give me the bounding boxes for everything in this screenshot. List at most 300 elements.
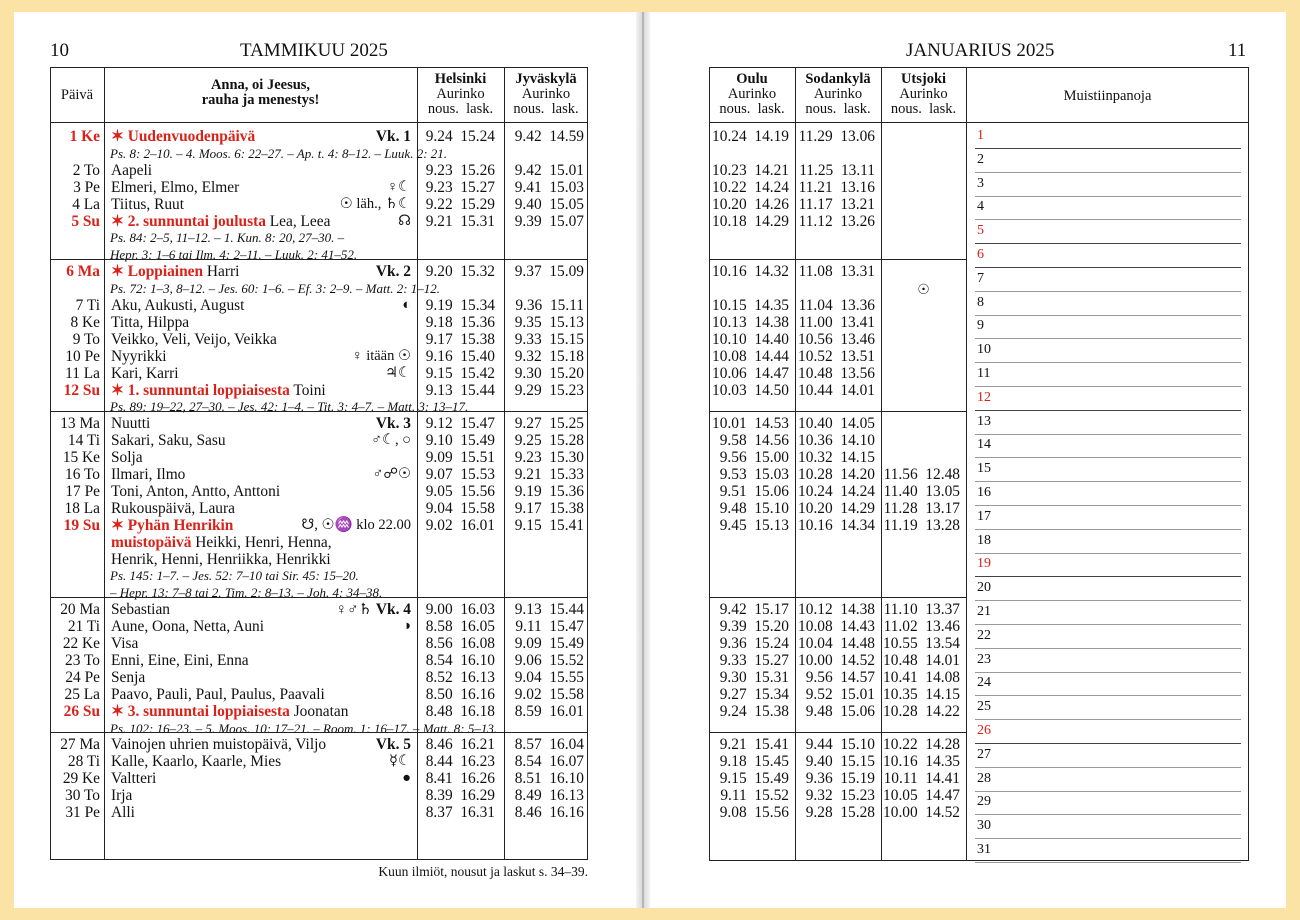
names: Vainojen uhrien muistopäivä, Viljo (111, 736, 327, 754)
day-date: 30 To (65, 787, 100, 805)
oulu-times: 9.45 15.13 (719, 516, 789, 534)
utsjoki-times: 10.22 14.28 (883, 736, 960, 754)
name-day (111, 382, 326, 399)
oulu-times: 10.24 14.19 (712, 128, 789, 145)
helsinki-times: 9.13 15.44 (425, 381, 495, 399)
table-row (14, 551, 614, 568)
sodankyla-times: 10.48 13.56 (798, 364, 875, 382)
oulu-times: 9.33 15.27 (719, 651, 789, 669)
names: Lea, Leea (265, 212, 331, 230)
name-day (111, 517, 233, 534)
jyvaskyla-times: 9.21 15.33 (514, 466, 584, 483)
day-date: 31 Pe (65, 804, 100, 821)
holiday-label: ✶ Loppiainen (111, 263, 204, 281)
table-row (14, 213, 614, 230)
sodankyla-times: 10.56 13.46 (798, 330, 875, 348)
sodankyla-times: 11.17 13.21 (798, 195, 875, 213)
note-day-number: 28 (977, 770, 991, 786)
jyvaskyla-times: 9.11 15.47 (515, 618, 584, 636)
note-line[interactable] (975, 219, 1241, 244)
right-page (650, 12, 1286, 908)
table-row (14, 601, 614, 618)
note-line[interactable] (975, 481, 1241, 506)
name-day (111, 787, 132, 804)
sodankyla-times: 11.21 13.16 (798, 178, 875, 196)
astro-symbols: ♂☍☉ (372, 466, 411, 482)
table-row (14, 415, 614, 432)
name-day (111, 770, 156, 787)
note-day-number: 21 (977, 604, 991, 619)
sodankyla-times: 10.36 14.10 (798, 432, 875, 450)
astro-symbols: ☊ (398, 212, 411, 229)
astro-symbols: Vk. 1 (375, 128, 411, 145)
week-divider (50, 732, 588, 733)
names: Aune, Oona, Netta, Auni (111, 618, 265, 636)
note-line[interactable] (975, 838, 1241, 863)
day-date: 1 Ke (69, 128, 100, 145)
note-day-number: 12 (977, 389, 991, 405)
oulu-times: 9.58 14.56 (719, 432, 789, 450)
utsjoki-times (881, 213, 960, 230)
day-date: 29 Ke (62, 770, 100, 788)
jyvaskyla-times: 9.42 14.59 (514, 128, 584, 145)
oulu-times: 9.08 15.56 (719, 804, 789, 821)
name-day (111, 736, 326, 753)
oulu-times: 10.13 14.38 (712, 313, 789, 331)
note-day-number: 15 (977, 461, 991, 477)
table-row (14, 331, 614, 348)
names: Irja (111, 787, 133, 805)
utsjoki-times (881, 348, 960, 365)
note-day-number: 6 (977, 247, 984, 262)
oulu-times: 9.48 15.10 (719, 499, 789, 517)
helsinki-times: 8.52 16.13 (425, 668, 495, 686)
note-day-number: 14 (977, 437, 991, 453)
bible-readings: Ps. 8: 2–10. – 4. Moos. 6: 22–27. – Ap. t. 4: 8–12. – Luuk. 2: 21. (110, 145, 448, 161)
note-day-number: 4 (977, 199, 984, 215)
names: Kalle, Kaarlo, Kaarle, Mies (111, 753, 282, 771)
note-line[interactable] (975, 695, 1241, 720)
helsinki-times: 9.15 15.42 (425, 364, 495, 382)
day-date: 26 Su (63, 702, 100, 720)
note-line[interactable] (975, 124, 1241, 149)
name-day (111, 601, 170, 618)
table-row (14, 686, 614, 703)
oulu-times: 10.10 14.40 (712, 330, 789, 348)
column-header-jyvaskyla: Jyväskylä (515, 71, 577, 87)
utsjoki-times (881, 179, 960, 196)
table-row (14, 382, 614, 399)
astro-symbols: ◑ (402, 618, 411, 635)
bible-readings: – Hepr. 13: 7–8 tai 2. Tim. 2: 8–13. – Joh. 4: 34–38. (110, 585, 383, 601)
name-day (111, 483, 280, 500)
utsjoki-times: 11.02 13.46 (883, 618, 960, 636)
name-day (111, 331, 277, 348)
helsinki-times: 9.07 15.53 (425, 466, 495, 483)
note-line[interactable] (975, 362, 1241, 387)
helsinki-times: 8.56 16.08 (425, 635, 495, 652)
sodankyla-times: 9.56 14.57 (805, 668, 875, 686)
astro-symbols: ☿☾ (389, 753, 411, 770)
helsinki-times: 9.17 15.38 (425, 330, 495, 348)
note-day-number: 13 (977, 413, 991, 429)
utsjoki-times: 10.41 14.08 (883, 668, 960, 686)
note-line[interactable] (975, 172, 1241, 197)
note-line[interactable] (975, 624, 1241, 649)
jyvaskyla-times: 9.37 15.09 (514, 263, 584, 281)
jyvaskyla-times: 9.33 15.15 (514, 330, 584, 348)
names: Visa (111, 635, 139, 652)
astro-symbols: Vk. 3 (375, 415, 411, 433)
holiday-label: ✶ 3. sunnuntai loppiaisesta (111, 702, 290, 720)
sodankyla-times: 10.40 14.05 (798, 415, 875, 433)
table-row (14, 466, 614, 483)
name-day (111, 128, 255, 145)
day-date: 2 To (72, 161, 100, 179)
note-day-number: 10 (977, 342, 991, 358)
page-title: TAMMIKUU 2025 (240, 40, 388, 61)
note-day-number: 23 (977, 651, 991, 667)
utsjoki-times: 11.19 13.28 (883, 516, 960, 534)
note-day-number: 17 (977, 508, 991, 524)
left-page (14, 12, 636, 908)
oulu-times: 10.03 14.50 (712, 381, 789, 399)
utsjoki-times (881, 382, 960, 399)
day-date: 13 Ma (60, 415, 100, 433)
day-date: 16 To (65, 466, 100, 483)
note-day-number: 3 (977, 175, 984, 191)
day-date: 8 Ke (70, 313, 100, 331)
sodankyla-times: 10.52 13.51 (798, 347, 875, 365)
sodankyla-times: 11.04 13.36 (798, 297, 875, 314)
day-date: 11 La (65, 364, 100, 382)
utsjoki-times (881, 331, 960, 348)
table-row (14, 534, 614, 551)
helsinki-times: 9.02 16.01 (425, 516, 495, 534)
name-day (111, 432, 226, 449)
oulu-times: 9.24 15.38 (719, 702, 789, 720)
week-divider (709, 259, 966, 260)
note-line[interactable] (975, 410, 1241, 435)
day-date: 7 Ti (75, 297, 100, 314)
names: Rukouspäivä, Laura (111, 499, 235, 517)
name-day (111, 162, 152, 179)
utsjoki-times: 11.56 12.48 (883, 466, 960, 483)
table-row (14, 652, 614, 669)
sodankyla-times: 9.40 15.15 (805, 753, 875, 771)
sodankyla-times: 10.12 14.38 (798, 601, 875, 619)
sodankyla-times: 10.44 14.01 (798, 381, 875, 399)
note-line[interactable] (975, 291, 1241, 316)
day-date: 18 La (64, 499, 100, 517)
sodankyla-times: 10.28 14.20 (798, 466, 875, 483)
utsjoki-times: 10.28 14.22 (883, 702, 960, 720)
jyvaskyla-times: 9.36 15.11 (515, 297, 584, 314)
day-date: 23 To (65, 651, 100, 669)
sun-label: Aurinko (813, 86, 863, 102)
jyvaskyla-times: 9.30 15.20 (514, 364, 584, 382)
day-date: 28 Ti (67, 753, 100, 771)
sun-label: Aurinko (899, 86, 948, 102)
rise-set-label: nous. lask. (427, 101, 494, 117)
note-day-number: 19 (977, 556, 991, 572)
sodankyla-times: 11.12 13.26 (798, 212, 875, 230)
note-day-number: 31 (977, 842, 991, 857)
note-line[interactable] (975, 529, 1241, 554)
jyvaskyla-times: 8.59 16.01 (514, 702, 584, 720)
utsjoki-times: 10.11 14.41 (883, 770, 960, 788)
note-line[interactable] (975, 505, 1241, 530)
name-day (111, 534, 332, 551)
note-line[interactable] (975, 148, 1241, 173)
names: Sakari, Saku, Sasu (111, 432, 226, 450)
sodankyla-times: 10.00 14.52 (798, 651, 875, 669)
names: Harri (203, 263, 240, 281)
note-day-number: 8 (977, 294, 984, 310)
name-day (111, 500, 235, 517)
sodankyla-times: 11.29 13.06 (798, 128, 875, 145)
jyvaskyla-times: 8.54 16.07 (514, 753, 584, 771)
names: Nuutti (111, 415, 151, 433)
oulu-times: 10.08 14.44 (712, 347, 789, 365)
note-line[interactable] (975, 552, 1241, 577)
sodankyla-times: 10.20 14.29 (798, 499, 875, 517)
oulu-times: 9.11 15.52 (720, 787, 789, 805)
utsjoki-times: 10.00 14.52 (883, 804, 960, 821)
name-day (111, 669, 145, 686)
oulu-times: 10.23 14.21 (712, 161, 789, 179)
utsjoki-times (881, 449, 960, 466)
note-day-number: 5 (977, 223, 984, 239)
helsinki-times: 9.12 15.47 (425, 415, 495, 433)
names: Solja (111, 449, 143, 467)
utsjoki-times (881, 196, 960, 213)
astro-symbols: Vk. 2 (375, 263, 411, 281)
day-date: 19 Su (63, 516, 100, 534)
utsjoki-times (881, 297, 960, 314)
helsinki-times: 9.18 15.36 (425, 313, 495, 331)
day-date: 4 La (72, 195, 100, 213)
note-line[interactable] (975, 648, 1241, 673)
bible-readings: Ps. 89: 19–22, 27–30. – Jes. 42: 1–4. – Tit. 3: 4–7. – Matt. 3: 13–17. (110, 399, 469, 415)
note-line[interactable] (975, 386, 1241, 411)
name-day (111, 196, 184, 213)
day-date: 3 Pe (73, 178, 100, 196)
helsinki-times: 8.37 16.31 (425, 804, 495, 821)
column-header-utsjoki: Utsjoki (900, 71, 947, 87)
note-day-number: 22 (977, 627, 991, 643)
sodankyla-times: 10.04 14.48 (798, 635, 875, 652)
week-divider (50, 259, 588, 260)
jyvaskyla-times: 9.25 15.28 (514, 432, 584, 450)
day-date: 5 Su (71, 212, 100, 230)
name-day (111, 213, 330, 230)
name-day (111, 415, 150, 432)
name-day (111, 551, 331, 568)
note-day-number: 20 (977, 580, 991, 596)
utsjoki-times: 10.35 14.15 (883, 685, 960, 703)
astro-symbols: Vk. 5 (375, 736, 411, 754)
helsinki-times: 9.21 15.31 (425, 212, 495, 230)
helsinki-times: 9.05 15.56 (425, 482, 495, 500)
holiday-label: ✶ Uudenvuodenpäivä (111, 128, 256, 145)
footnote: Kuun ilmiöt, nousut ja laskut s. 34–39. (378, 864, 588, 879)
name-day (111, 466, 185, 483)
name-day (111, 686, 325, 703)
day-date: 15 Ke (62, 449, 100, 467)
note-line[interactable] (975, 814, 1241, 839)
sodankyla-times: 9.44 15.10 (805, 736, 875, 754)
note-line[interactable] (975, 743, 1241, 768)
table-row (14, 196, 614, 213)
sun-symbol-icon: ☉ (917, 283, 930, 298)
name-day (111, 703, 348, 720)
table-row (14, 128, 614, 145)
name-day (111, 449, 143, 466)
jyvaskyla-times: 9.39 15.07 (514, 212, 584, 230)
note-day-number: 1 (977, 128, 984, 143)
names: Alli (111, 804, 135, 821)
note-day-number: 7 (977, 270, 984, 286)
name-day (111, 365, 179, 382)
sun-label: Aurinko (727, 86, 777, 102)
names: Ilmari, Ilmo (111, 466, 186, 483)
utsjoki-times (881, 314, 960, 331)
note-line[interactable] (975, 457, 1241, 482)
jyvaskyla-times: 9.09 15.49 (514, 635, 584, 652)
sodankyla-times: 9.48 15.06 (805, 702, 875, 720)
utsjoki-times: 11.40 13.05 (883, 482, 960, 500)
helsinki-times: 9.20 15.32 (425, 263, 495, 281)
utsjoki-times (881, 415, 960, 432)
oulu-times: 9.56 15.00 (719, 449, 789, 467)
holiday-label: ✶ 2. sunnuntai joulusta (111, 212, 266, 230)
oulu-times: 9.27 15.34 (719, 685, 789, 703)
note-line[interactable] (975, 719, 1241, 744)
note-day-number: 16 (977, 485, 991, 500)
week-divider (50, 597, 588, 598)
name-day (111, 635, 138, 652)
jyvaskyla-times: 9.29 15.23 (514, 381, 584, 399)
name-day (111, 297, 244, 314)
jyvaskyla-times: 9.04 15.55 (514, 668, 584, 686)
jyvaskyla-times: 9.40 15.05 (514, 195, 584, 213)
note-line[interactable] (975, 338, 1241, 363)
sun-label: Aurinko (436, 86, 485, 102)
names: Toni, Anton, Antto, Anttoni (111, 482, 281, 500)
sodankyla-times: 10.32 14.15 (798, 449, 875, 467)
note-line[interactable] (975, 243, 1241, 268)
helsinki-times: 8.41 16.26 (425, 770, 495, 788)
table-row (14, 162, 614, 179)
names: Heikki, Henri, Henna, (191, 533, 332, 551)
day-date: 22 Ke (62, 635, 100, 652)
oulu-times: 9.39 15.20 (719, 618, 789, 636)
table-row (14, 787, 614, 804)
jyvaskyla-times: 9.27 15.25 (514, 415, 584, 433)
helsinki-times: 8.44 16.23 (425, 753, 495, 771)
day-date: 14 Ti (67, 432, 100, 450)
utsjoki-times (881, 432, 960, 449)
page-title: JANUARIUS 2025 (906, 40, 1055, 61)
names: Aapeli (111, 161, 153, 179)
note-line[interactable] (975, 267, 1241, 292)
note-line[interactable] (975, 576, 1241, 601)
helsinki-times: 9.04 15.58 (425, 499, 495, 517)
astro-symbols: ● (402, 770, 411, 787)
oulu-times: 9.51 15.06 (719, 482, 789, 500)
name-day (111, 753, 281, 770)
name-day (111, 618, 264, 635)
note-line[interactable] (975, 671, 1241, 696)
note-line[interactable] (975, 195, 1241, 220)
note-line[interactable] (975, 790, 1241, 815)
astro-symbols: ☋, ☉♒ klo 22.00 (301, 516, 411, 533)
oulu-times: 10.22 14.24 (712, 178, 789, 196)
helsinki-times: 9.23 15.27 (425, 178, 495, 196)
week-divider (709, 597, 966, 598)
astro-symbols: ♀☾ (387, 178, 411, 195)
oulu-times: 9.21 15.41 (719, 736, 789, 754)
table-row (14, 483, 614, 500)
table-row (14, 770, 614, 787)
bible-readings: Ps. 84: 2–5, 11–12. – 1. Kun. 8: 20, 27–30. – (110, 230, 345, 246)
note-line[interactable] (975, 433, 1241, 458)
sodankyla-times: 10.24 14.24 (798, 482, 875, 500)
day-date: 6 Ma (66, 263, 100, 281)
names: Senja (111, 668, 146, 686)
utsjoki-times (881, 365, 960, 382)
bible-readings: Ps. 102: 16–23. – 5. Moos. 10: 17–21. – Room. 1: 16–17. – Matt. 8: 5–13. (110, 720, 498, 736)
column-header-notes: Muistiinpanoja (1063, 88, 1152, 104)
note-day-number: 27 (977, 746, 991, 762)
astro-symbols: ♀ itään ☉ (351, 347, 411, 364)
astro-symbols: ◐ (402, 297, 411, 313)
utsjoki-times (881, 128, 960, 145)
table-row (14, 500, 614, 517)
table-row (14, 449, 614, 466)
table-row (14, 753, 614, 770)
names: Nyyrikki (111, 347, 167, 365)
rise-set-label: nous. lask. (805, 101, 871, 117)
name-day (111, 804, 135, 821)
sun-label: Aurinko (521, 86, 571, 102)
jyvaskyla-times: 9.17 15.38 (514, 499, 584, 517)
oulu-times: 10.01 14.53 (712, 415, 789, 433)
note-day-number: 29 (977, 794, 991, 810)
week-divider (50, 411, 588, 412)
day-date: 25 La (64, 685, 100, 703)
utsjoki-times: 10.48 14.01 (883, 651, 960, 669)
names: Tiitus, Ruut (111, 195, 184, 213)
holiday-label: ✶ Pyhän Henrikin (111, 516, 234, 534)
week-divider (709, 732, 966, 733)
astro-symbols: ♂☾, ○ (371, 432, 411, 449)
table-row (14, 365, 614, 382)
note-line[interactable] (975, 600, 1241, 625)
utsjoki-times: 10.55 13.54 (883, 635, 960, 652)
helsinki-times: 9.00 16.03 (425, 601, 495, 619)
sodankyla-times: 10.08 14.43 (798, 618, 875, 636)
note-line[interactable] (975, 314, 1241, 339)
jyvaskyla-times: 8.49 16.13 (514, 787, 584, 805)
note-line[interactable] (975, 767, 1241, 792)
table-row (14, 297, 614, 314)
jyvaskyla-times: 9.32 15.18 (514, 347, 584, 365)
helsinki-times: 8.46 16.21 (425, 736, 495, 754)
helsinki-times: 8.58 16.05 (425, 618, 495, 636)
column-header-day: Päivä (60, 87, 94, 103)
